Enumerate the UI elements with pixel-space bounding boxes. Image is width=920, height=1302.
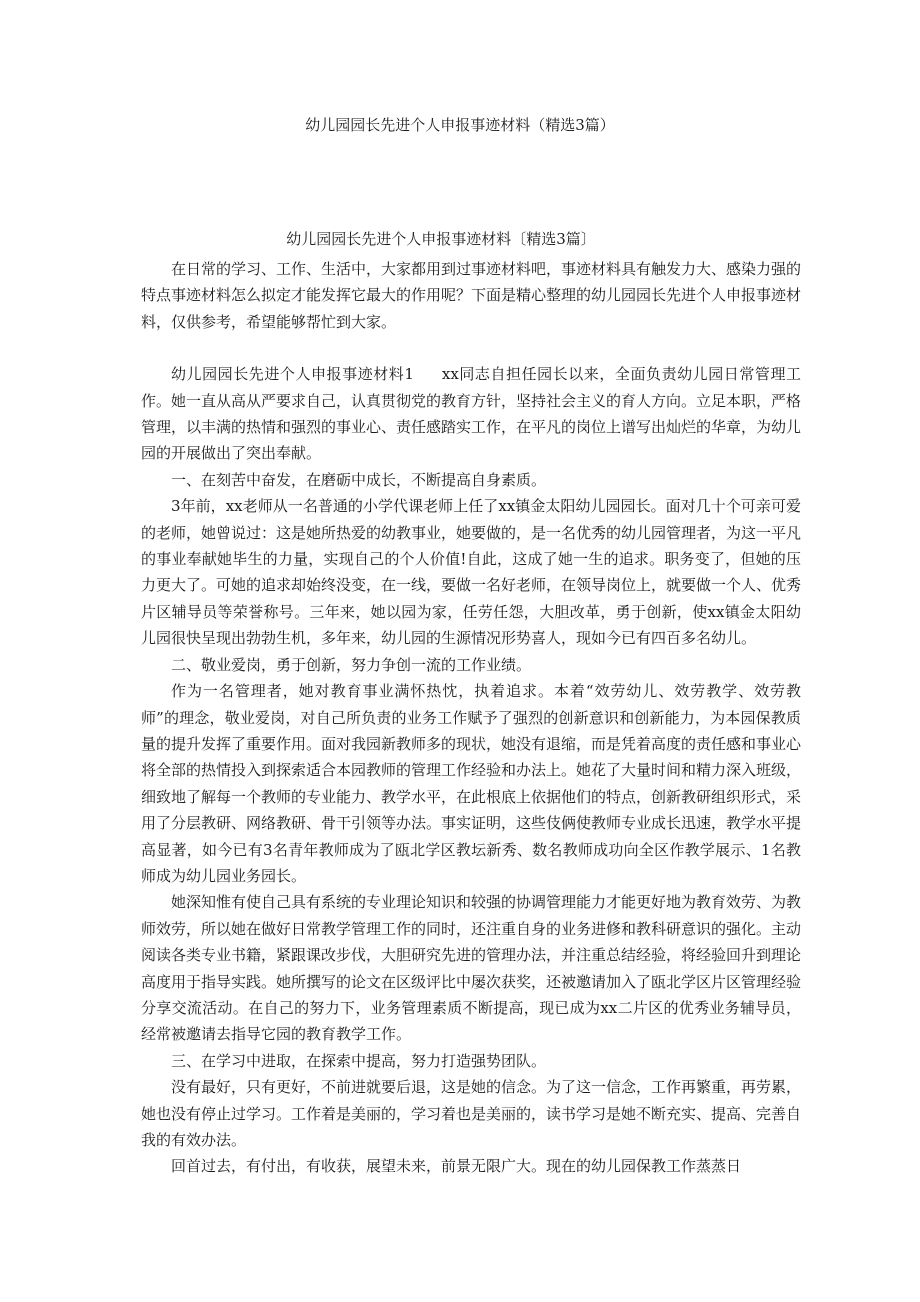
section1-label: 幼儿园园长先进个人申报事迹材料1 <box>171 365 414 384</box>
heading-3: 三、在学习中进取，在探索中提高，努力打造强势团队。 <box>171 1051 547 1070</box>
paragraph-1: 3年前，xx老师从一名普通的小学代课老师上任了xx镇金太阳幼儿园园长。面对几十个可亲可爱的老师，她曾说过：这是她所热爱的幼教事业，她要做的，是一名优秀的幼儿园管理者，为这一平凡的事业奉献她毕生的力量，实现自己的个人价值!自此，这成了她一生的追求。职务变了，但她的压力更大了。可她的追求却始终没变，在一线，要做一名好老师，在领导岗位上，就要做一个人、优秀片区辅导员等荣誉称号。三年来，她以园为家，任劳任怨，大胆改革，勇于创新，使xx镇金太阳幼儿园很快呈现出勃勃生机，多年来，幼儿园的生源情况形势喜人，现如今已有四百多名幼儿。 <box>141 497 802 648</box>
document-inner-title: 幼儿园园长先进个人申报事迹材料〔精选3篇〕 <box>286 230 596 248</box>
document-header-title: 幼儿园园长先进个人申报事迹材料（精选3篇） <box>305 116 615 134</box>
heading-2: 二、敬业爱岗，勇于创新，努力争创一流的工作业绩。 <box>171 655 532 674</box>
intro-paragraph: 在日常的学习、工作、生活中，大家都用到过事迹材料吧，事迹材料具有触发力大、感染力强的特点事迹材料怎么拟定才能发挥它最大的作用呢？下面是精心整理的幼儿园园长先进个人申报事迹材料，仅供参考，希望能够帮忙到大家。 <box>141 260 802 331</box>
paragraph-spacer <box>141 335 801 361</box>
paragraph-2: 作为一名管理者，她对教育事业满怀热忱，执着追求。本着“效劳幼儿、效劳教学、效劳教师”的理念，敬业爱岗，对自己所负责的业务工作赋予了强烈的创新意识和创新能力，为本园保教质量的提升发挥了重要作用。面对我园新教师多的现状，她没有退缩，而是凭着高度的责任感和事业心将全部的热情投入到探索适合本园教师的管理工作经验和办法上。她花了大量时间和精力深入班级，细致地了解每一个教师的专业能力、教学水平，在此根底上依据他们的特点，创新教研组织形式，采用了分层教研、网络教研、骨干引领等办法。事实证明，这些伎俩使教师专业成长迅速，教学水平提高显著，如今已有3名青年教师成为了瓯北学区教坛新秀、数名教师成功向全区作教学展示、1名教师成为幼儿园业务园长。 <box>141 682 802 885</box>
paragraph-3: 她深知惟有使自己具有系统的专业理论知识和较强的协调管理能力才能更好地为教育效劳、为教师效劳，所以她在做好日常教学管理工作的同时，还注重自身的业务进修和教科研意识的强化。主动阅读各类专业书籍，紧跟课改步伐，大胆研究先进的管理办法，并注重总结经验，将经验回升到理论高度用于指导实践。她所撰写的论文在区级评比中屡次获奖，还被邀请加入了瓯北学区片区管理经验分享交流活动。在自己的努力下，业务管理素质不断提高，现已成为xx二片区的优秀业务辅导员，经常被邀请去指导它园的教育教学工作。 <box>141 893 802 1044</box>
paragraph-4: 没有最好，只有更好，不前进就要后退，这是她的信念。为了这一信念，工作再繁重，再劳累，她也没有停止过学习。工作着是美丽的，学习着也是美丽的，读书学习是她不断充实、提高、完善自我的有效办法。 <box>141 1078 802 1149</box>
document-body <box>141 228 801 1180</box>
heading-1: 一、在刻苦中奋发，在磨砺中成长，不断提高自身素质。 <box>171 470 547 489</box>
paragraph-5: 回首过去，有付出，有收获，展望未来，前景无限广大。现在的幼儿园保教工作蒸蒸日 <box>171 1157 742 1176</box>
section1-paragraph <box>141 361 801 467</box>
section1-text: xx同志自担任园长以来，全面负责幼儿园日常管理工作。她一直从高从严要求自己，认真贯彻党的教育方针，坚持社会主义的育人方向。立足本职，严格管理，以丰满的热情和强烈的事业心、责任感踏实工作，在平凡的岗位上谱写出灿烂的华章，为幼儿园的开展做出了突出奉献。 <box>141 365 802 463</box>
